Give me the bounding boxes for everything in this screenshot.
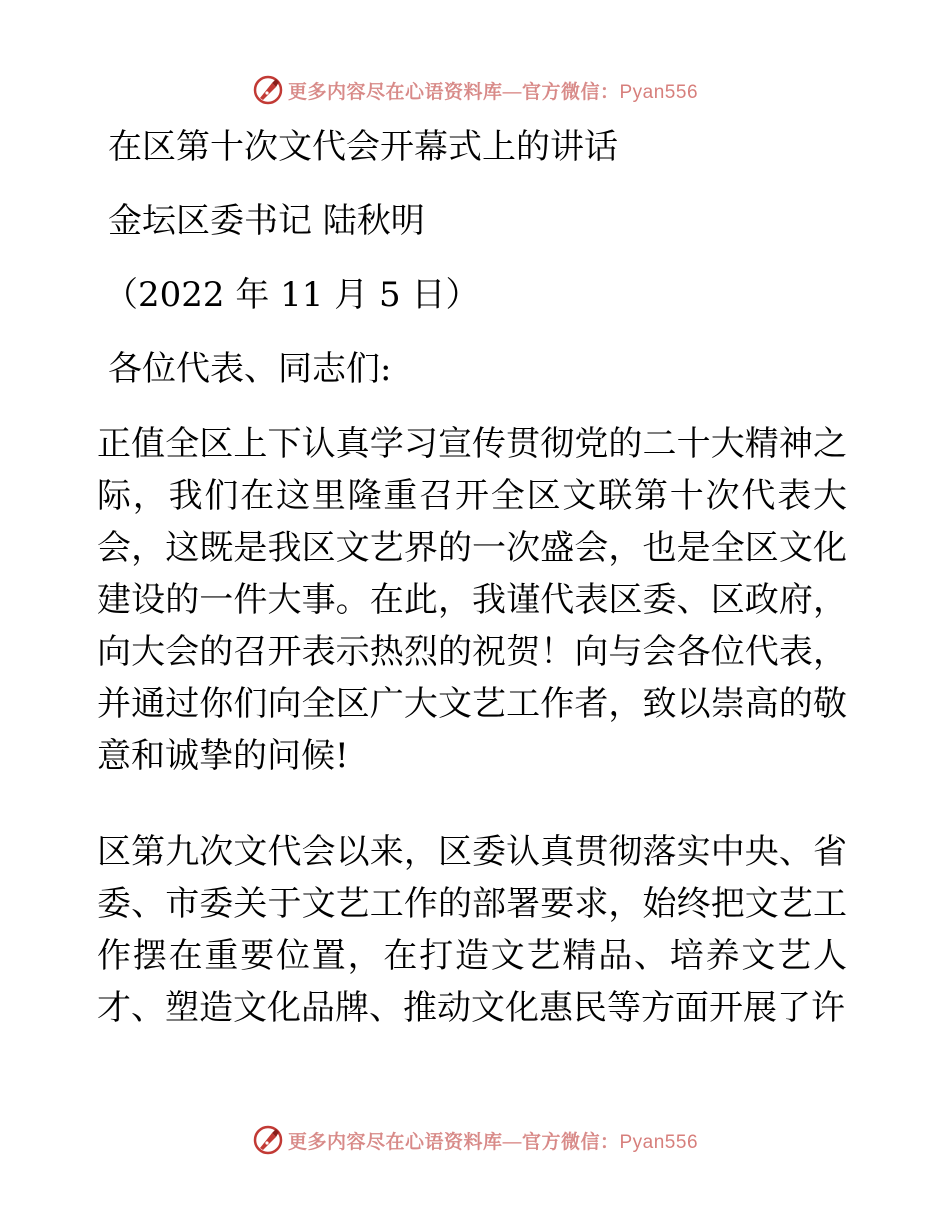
- body-paragraph: 区第九次文代会以来，区委认真贯彻落实中央、省委、市委关于文艺工作的部署要求，始终把文艺工作摆在重要位置，在打造文艺精品、培养文艺人才、塑造文化品牌、推动文化惠民等方面开展了许: [97, 832, 847, 1028]
- document-salutation: 各位代表、同志们:: [108, 349, 392, 389]
- pen-nib-logo-icon: [252, 1124, 284, 1156]
- pen-nib-logo-icon: [252, 74, 284, 106]
- watermark-text: 更多内容尽在心语资料库—官方微信：Pyan556: [287, 80, 699, 103]
- header-watermark-banner: [0, 70, 950, 110]
- document-title: 在区第十次文代会开幕式上的讲话: [108, 127, 618, 167]
- watermark-text: 更多内容尽在心语资料库—官方微信：Pyan556: [287, 1130, 699, 1153]
- document-author: 金坛区委书记 陆秋明: [108, 201, 425, 241]
- body-paragraph: 正值全区上下认真学习宣传贯彻党的二十大精神之际，我们在这里隆重召开全区文联第十次代表大会，这既是我区文艺界的一次盛会，也是全区文化建设的一件大事。在此，我谨代表区委、区政府，向大会的召开表示热烈的祝贺！向与会各位代表，并通过你们向全区广大文艺工作者，致以崇高的敬意和诚挚的问候!: [97, 424, 847, 776]
- document-date: （2022 年 11 月 5 日）: [104, 275, 480, 315]
- footer-watermark-banner: [0, 1120, 950, 1160]
